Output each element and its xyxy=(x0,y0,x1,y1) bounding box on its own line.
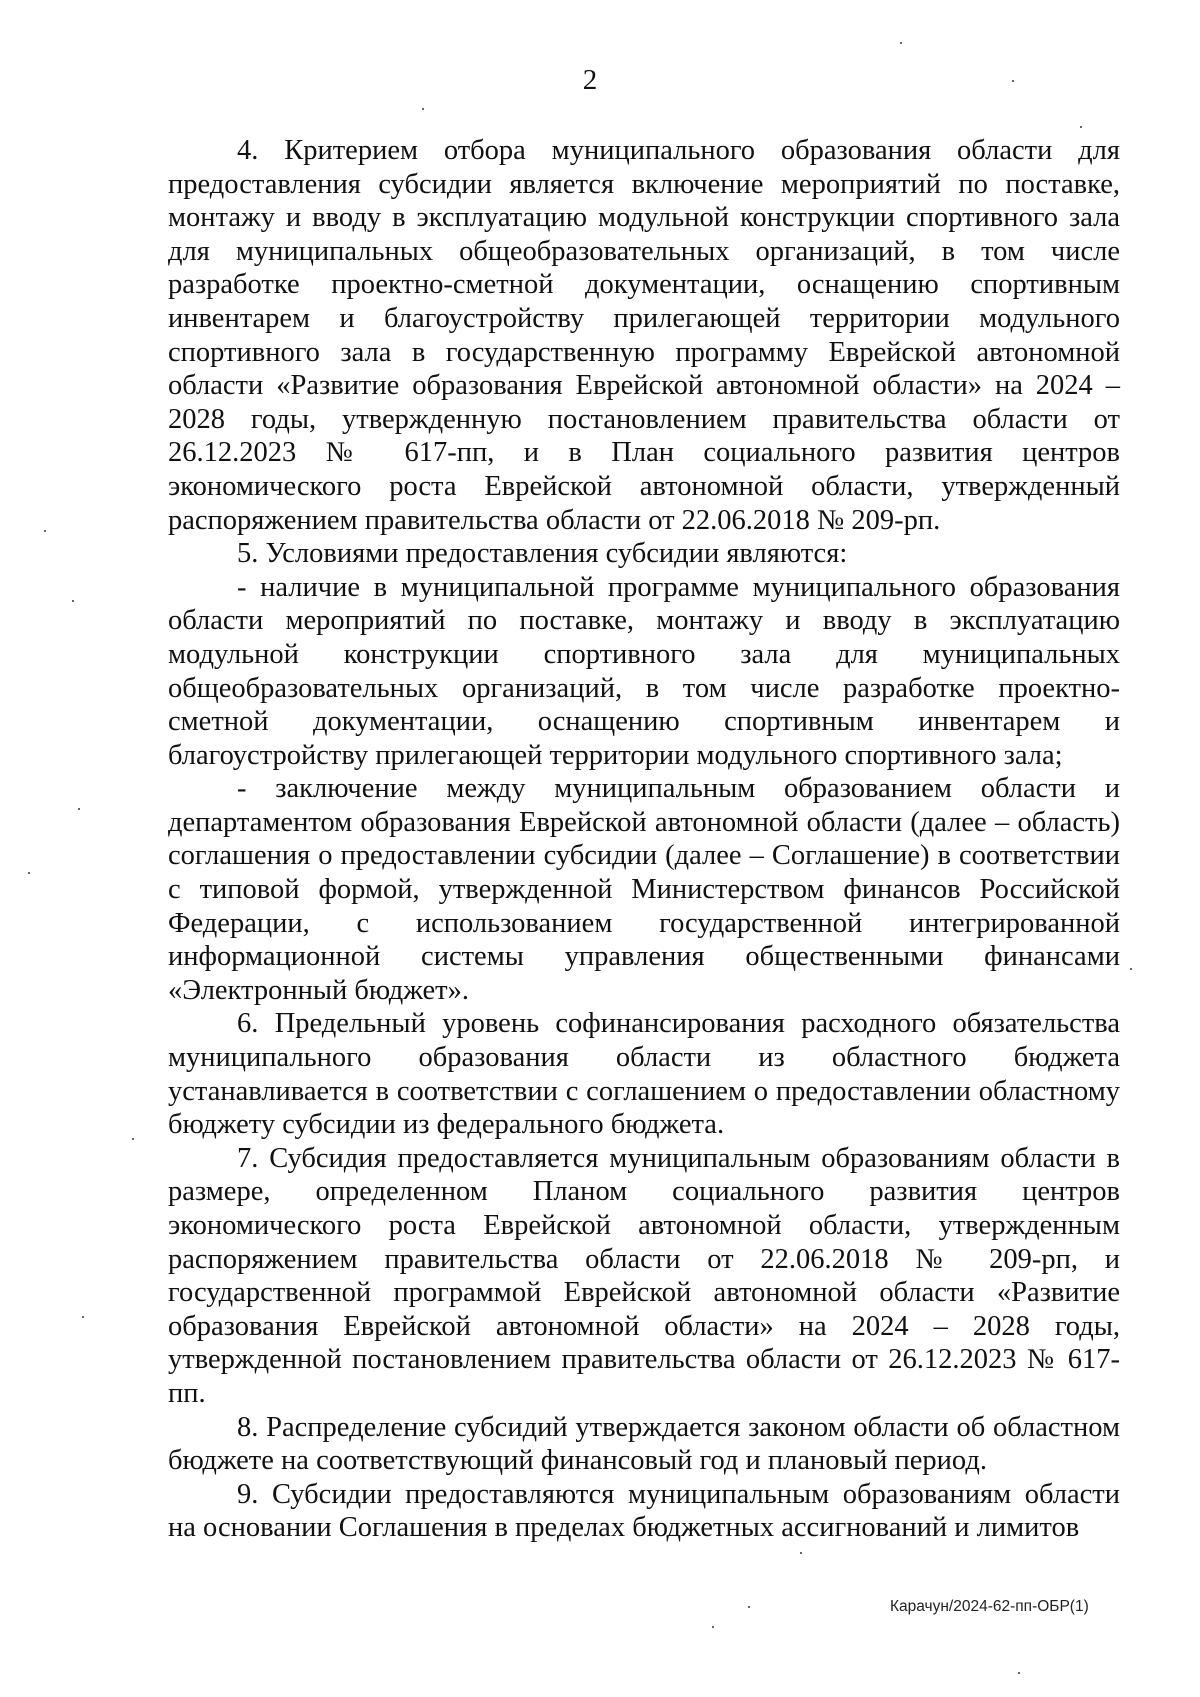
scan-speck xyxy=(132,1138,134,1140)
document-registration-code: Карачун/2024-62-пп-ОБР(1) xyxy=(890,1598,1089,1615)
paragraph-5-condition-agreement: - заключение между муниципальным образованием области и департаментом образования Еврейской автономной области (далее – область) соглашения о предоставлении субсидии (далее – Соглашение) в соответствии с типовой формой, утвержденной Министерством финансов Российской Федерации, с использованием государственной интегрированной информационной системы управления общественными финансами «Электронный бюджет». xyxy=(168,773,1120,1006)
scan-speck xyxy=(1012,80,1014,82)
scan-speck xyxy=(748,1606,750,1608)
paragraph-4-selection-criterion: 4. Критерием отбора муниципального образования области для предоставления субсидии является включение мероприятий по поставке, монтажу и вводу в эксплуатацию модульной конструкции спортивного зала для муниципальных общеобразовательных организаций, в том числе разработке проектно-сметной документации, оснащению спортивным инвентарем и благоустройству прилегающей территории модульного спортивного зала в государственную программу Еврейской автономной области «Развитие образования Еврейской автономной области» на 2024 – 2028 годы, утвержденную постановлением правительства области от 26.12.2023 № 617-пп, и в План социального развития центров экономического роста Еврейской автономной области, утвержденный распоряжением правительства области от 22.06.2018 № 209-рп. xyxy=(168,135,1120,536)
scan-speck xyxy=(28,872,30,874)
paragraph-5-condition-program: - наличие в муниципальной программе муниципального образования области мероприятий по поставке, монтажу и вводу в эксплуатацию модульной конструкции спортивного зала для муниципальных общеобразовательных организаций, в том числе разработке проектно-сметной документации, оснащению спортивным инвентарем и благоустройству прилегающей территории модульного спортивного зала; xyxy=(168,571,1120,771)
scan-speck xyxy=(422,108,424,110)
scan-speck xyxy=(44,530,46,532)
paragraph-9-subsidy-provision: 9. Субсидии предоставляются муниципальным образованиям области на основании Соглашения в пределах бюджетных ассигнований и лимитов xyxy=(168,1478,1120,1544)
page-number: 2 xyxy=(582,64,598,96)
paragraph-8-subsidy-distribution: 8. Распределение субсидий утверждается законом области об областном бюджете на соответствующий финансовый год и плановый период. xyxy=(168,1411,1120,1477)
scan-speck xyxy=(800,1552,802,1554)
paragraph-6-cofinancing-level: 6. Предельный уровень софинансирования расходного обязательства муниципального образования области из областного бюджета устанавливается в соответствии с соглашением о предоставлении областному бюджету субсидии из федерального бюджета. xyxy=(168,1008,1120,1141)
scan-speck xyxy=(82,1316,84,1318)
scan-speck xyxy=(1080,126,1082,128)
scan-speck xyxy=(900,42,902,44)
scan-speck xyxy=(1018,1672,1020,1674)
scan-speck xyxy=(78,808,80,810)
document-body xyxy=(168,134,1120,1545)
scan-speck xyxy=(712,1626,714,1628)
paragraph-7-subsidy-amount: 7. Субсидия предоставляется муниципальным образованиям области в размере, определенном Планом социального развития центров экономического роста Еврейской автономной области, утвержденным распоряжением правительства области от 22.06.2018 № 209-рп, и государственной программой Еврейской автономной области «Развитие образования Еврейской автономной области» на 2024 – 2028 годы, утвержденной постановлением правительства области от 26.12.2023 № 617-пп. xyxy=(168,1142,1120,1409)
scan-speck xyxy=(1130,968,1132,970)
paragraph-5-conditions-heading: 5. Условиями предоставления субсидии являются: xyxy=(237,538,848,570)
scan-speck xyxy=(72,600,74,602)
